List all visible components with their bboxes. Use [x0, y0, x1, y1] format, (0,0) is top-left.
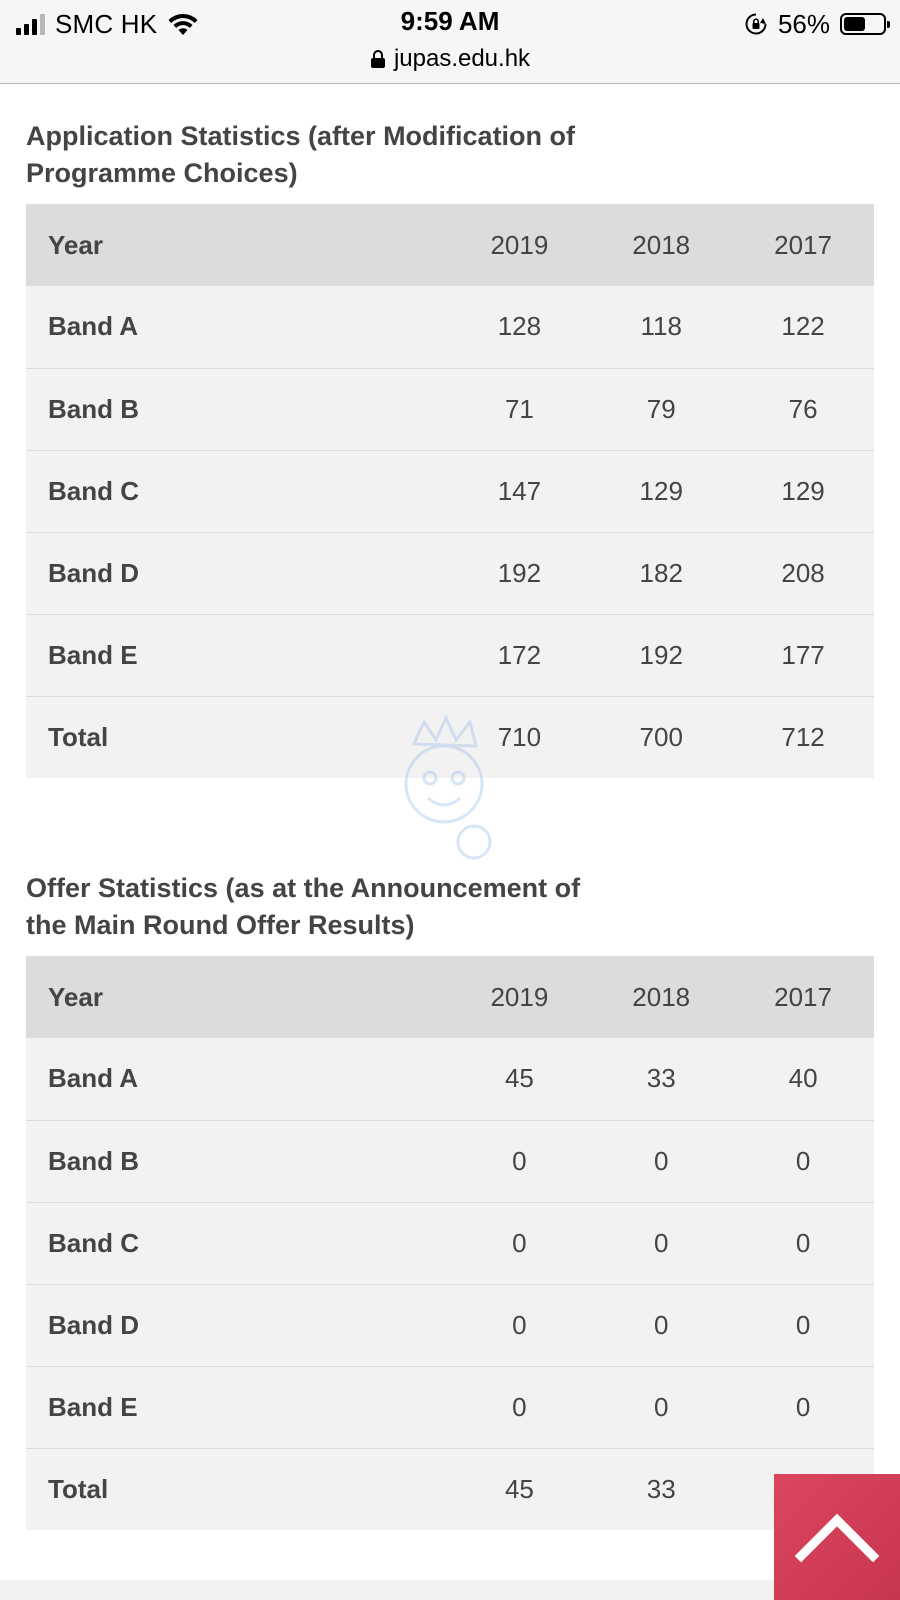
header-cell: 2019 [490, 981, 549, 1012]
table-cell: 0 [795, 1227, 811, 1258]
row-label: Band E [48, 639, 138, 670]
row-label: Band C [48, 1227, 139, 1258]
table-cell: 182 [639, 557, 683, 588]
table-cell: 0 [653, 1227, 669, 1258]
table-row [26, 1038, 874, 1120]
table-cell: 0 [795, 1145, 811, 1176]
chevron-up-icon [795, 1512, 879, 1562]
table-cell: 40 [788, 1063, 818, 1094]
table-cell: 0 [512, 1309, 527, 1340]
row-label: Band A [48, 1063, 139, 1094]
row-label: Band A [48, 311, 139, 342]
row-label: Band D [48, 1309, 139, 1340]
status-bar-time: 9:59 AM [400, 6, 500, 36]
table-cell: 0 [653, 1309, 669, 1340]
table-cell: 122 [781, 311, 825, 342]
table-cell: 0 [512, 1145, 527, 1176]
table-row [26, 450, 874, 532]
row-label: Total [48, 1473, 109, 1504]
row-label: Band B [48, 393, 139, 424]
header-cell: 2018 [632, 981, 691, 1012]
table-cell: 0 [512, 1227, 527, 1258]
table-header-row [26, 956, 874, 1038]
table-row-total [26, 1448, 874, 1530]
back-to-top-button[interactable] [774, 1474, 900, 1600]
row-label: Band E [48, 1391, 138, 1422]
carrier-name: SMC HK [55, 8, 158, 39]
table-cell: 33 [646, 1063, 676, 1094]
rotation-lock-icon [744, 12, 768, 36]
row-label: Total [48, 721, 109, 752]
url-domain: jupas.edu.hk [393, 45, 531, 72]
header-cell: Year [48, 981, 103, 1012]
table-cell: 71 [504, 393, 534, 424]
table-row [26, 286, 874, 368]
table-cell: 45 [504, 1063, 534, 1094]
table-row [26, 1284, 874, 1366]
padlock-icon [370, 49, 386, 69]
row-label: Band D [48, 557, 139, 588]
application-statistics-table [26, 204, 874, 778]
table-row [26, 614, 874, 696]
offer-statistics-title: Offer Statistics (as at the Announcement of the Main Round Offer Results) [26, 873, 581, 940]
table-row [26, 368, 874, 450]
battery-percent: 56% [777, 8, 830, 39]
table-cell: 0 [795, 1391, 811, 1422]
table-cell: 192 [497, 557, 542, 588]
main-content [26, 84, 874, 1530]
table-row [26, 532, 874, 614]
table-cell: 208 [781, 557, 825, 588]
table-cell: 79 [646, 393, 676, 424]
table-row-total [26, 696, 874, 778]
table-cell: 129 [781, 475, 825, 506]
application-statistics-title: Application Statistics (after Modification of Programme Choices) [26, 121, 576, 188]
battery-fill [844, 17, 865, 31]
url-bar[interactable] [0, 42, 900, 76]
header-cell: 2018 [632, 229, 691, 260]
table-cell: 128 [497, 311, 542, 342]
table-cell: 0 [512, 1391, 527, 1422]
table-row [26, 1202, 874, 1284]
table-cell: 710 [497, 721, 542, 752]
table-cell: 712 [781, 721, 825, 752]
table-cell: 45 [504, 1473, 534, 1504]
table-row [26, 1366, 874, 1448]
table-cell: 118 [640, 311, 682, 342]
table-cell: 0 [653, 1391, 669, 1422]
table-row [26, 1120, 874, 1202]
header-cell: 2017 [774, 229, 832, 260]
table-cell: 0 [795, 1309, 811, 1340]
header-cell: 2019 [490, 229, 549, 260]
header-cell: Year [48, 229, 103, 260]
table-cell: 0 [653, 1145, 669, 1176]
footer-strip [0, 1580, 774, 1600]
row-label: Band B [48, 1145, 139, 1176]
table-cell: 76 [788, 393, 818, 424]
table-cell: 33 [646, 1473, 676, 1504]
status-bar-right [744, 8, 886, 40]
table-cell: 172 [497, 639, 542, 670]
table-cell: 147 [497, 475, 542, 506]
table-cell: 129 [639, 475, 683, 506]
row-label: Band C [48, 475, 139, 506]
table-header-row [26, 204, 874, 286]
table-cell: 192 [639, 639, 683, 670]
battery-icon [840, 13, 886, 35]
header-cell: 2017 [774, 981, 832, 1012]
offer-statistics-table [26, 956, 874, 1530]
table-cell: 177 [781, 639, 825, 670]
browser-top-chrome [0, 0, 900, 84]
table-cell: 700 [639, 721, 683, 752]
